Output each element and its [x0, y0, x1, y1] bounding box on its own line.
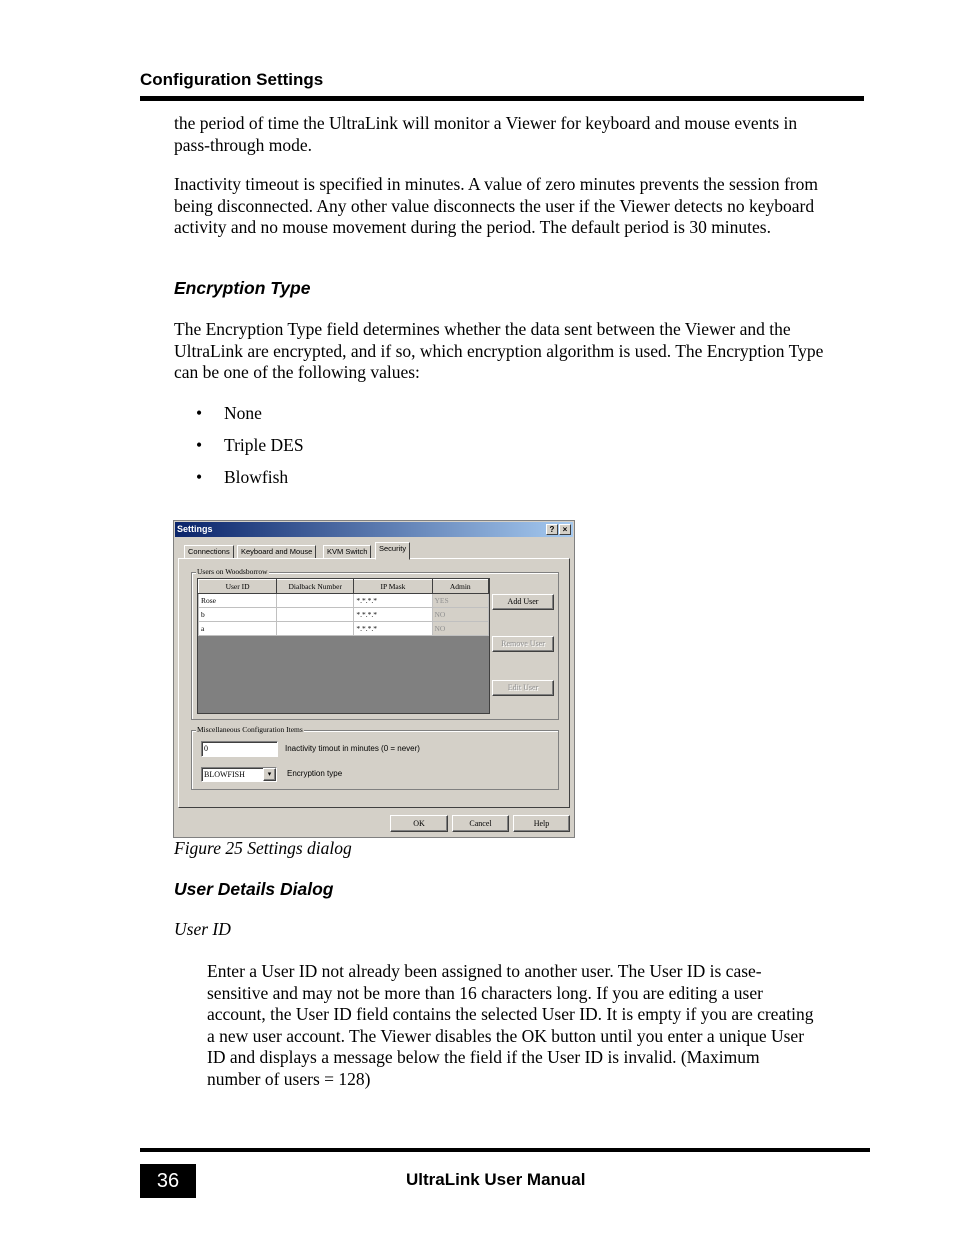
tab-keyboard-and-mouse[interactable]: Keyboard and Mouse	[237, 545, 316, 559]
list-item: • Triple DES	[196, 435, 304, 455]
header-rule	[140, 96, 864, 101]
running-header: Configuration Settings	[140, 70, 324, 89]
tab-kvm-switch[interactable]: KVM Switch	[323, 545, 371, 559]
list-item: • None	[196, 403, 262, 423]
bullet-icon: •	[196, 403, 203, 423]
column-header-user-id[interactable]: User ID	[199, 580, 277, 594]
add-user-button[interactable]: Add User	[492, 594, 554, 610]
inactivity-timeout-label: Inactivity timout in minutes (0 = never)	[285, 744, 420, 753]
figure-caption: Figure 25 Settings dialog	[174, 838, 352, 858]
tab-connections[interactable]: Connections	[184, 545, 234, 559]
table-row[interactable]: a *.*.*.* NO	[199, 622, 489, 636]
users-table	[198, 579, 489, 636]
footer-manual-title: UltraLink User Manual	[406, 1170, 586, 1189]
remove-user-button[interactable]: Remove User	[492, 636, 554, 652]
dialog-titlebar	[175, 522, 573, 537]
encryption-type-select[interactable]	[201, 767, 277, 782]
users-group-label: Users on Woodsborrow	[197, 567, 268, 576]
cancel-button[interactable]: Cancel	[452, 815, 509, 832]
close-icon[interactable]: ×	[559, 524, 571, 535]
dialog-title: Settings	[177, 524, 213, 534]
heading-user-details-dialog: User Details Dialog	[174, 879, 334, 899]
edit-user-button[interactable]: Edit User	[492, 680, 554, 696]
tab-security[interactable]: Security	[375, 542, 410, 560]
paragraph-encryption-type: The Encryption Type field determines whether the data sent between the Viewer and the UltraLink are encrypted, and if so, which encryption algorithm is used. The Encryption Type can be one of the following values:	[174, 319, 824, 382]
chevron-down-icon[interactable]: ▾	[263, 768, 276, 781]
subheading-user-id: User ID	[174, 919, 231, 939]
bullet-icon: •	[196, 467, 203, 487]
table-row[interactable]: Rose *.*.*.* YES	[199, 594, 489, 608]
encryption-type-value: BLOWFISH	[204, 770, 245, 779]
paragraph-user-id: Enter a User ID not already been assigned to another user. The User ID is case-sensitive and may not be more than 16 characters long. If you are editing a user account, the User ID field contains the selected User ID. It is empty if you are creating a new user account. The Viewer disables the OK button until you enter a unique User ID and displays a message below the field if the User ID is invalid. (Maximum number of users = 128)	[207, 961, 814, 1089]
paragraph-inactivity-intro: the period of time the UltraLink will monitor a Viewer for keyboard and mouse events in pass-through mode.	[174, 113, 798, 155]
page-number: 36	[140, 1164, 196, 1198]
heading-encryption-type: Encryption Type	[174, 278, 311, 298]
encryption-type-label: Encryption type	[287, 769, 343, 778]
column-header-admin[interactable]: Admin	[432, 580, 488, 594]
help-icon[interactable]: ?	[546, 524, 558, 535]
list-item: • Blowfish	[196, 467, 289, 487]
encryption-options-list	[196, 403, 304, 499]
paragraph-inactivity-timeout: Inactivity timeout is specified in minutes. A value of zero minutes prevents the session from being disconnected. Any other value disconnects the user if the Viewer detects no keyboard activity and no mouse movement during the period. The default period is 30 minutes.	[174, 174, 818, 237]
column-header-ip-mask[interactable]: IP Mask	[354, 580, 432, 594]
help-button[interactable]: Help	[513, 815, 570, 832]
ok-button[interactable]: OK	[390, 815, 448, 832]
users-grid[interactable]	[197, 578, 490, 714]
bullet-icon: •	[196, 435, 203, 455]
table-row[interactable]: b *.*.*.* NO	[199, 608, 489, 622]
column-header-dialback[interactable]: Dialback Number	[277, 580, 354, 594]
misc-group-label: Miscellaneous Configuration Items	[197, 725, 303, 734]
inactivity-timeout-input[interactable]: 0	[201, 741, 278, 757]
footer-rule	[140, 1148, 870, 1152]
